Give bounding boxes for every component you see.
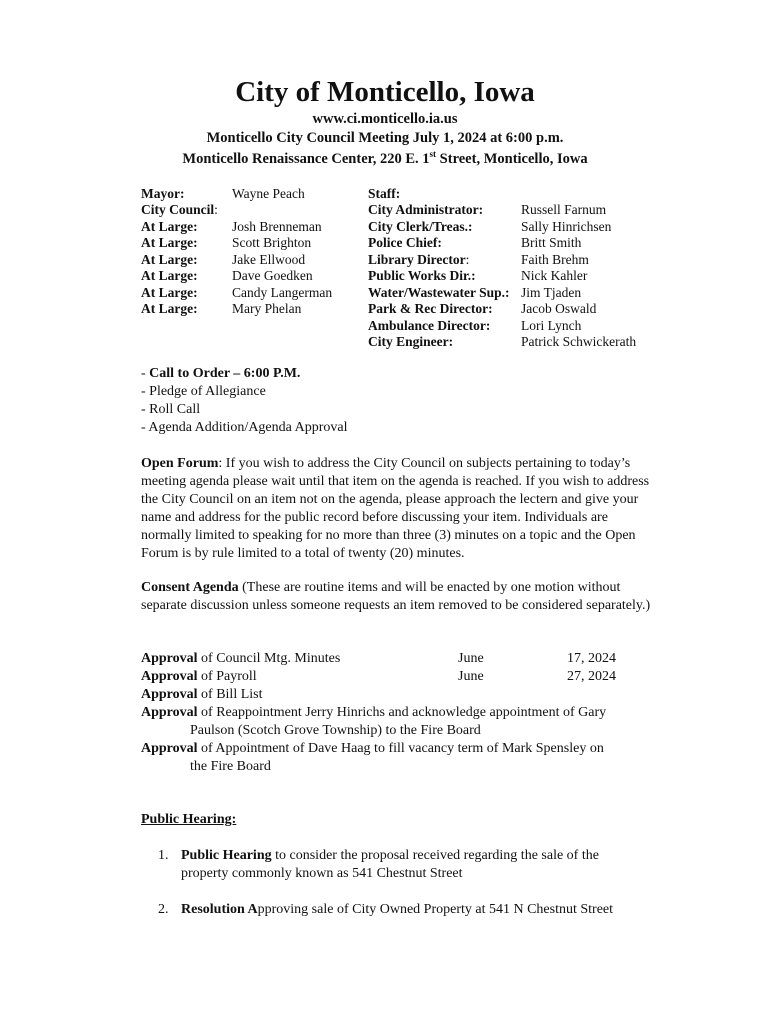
- council-name: Candy Langerman: [232, 285, 333, 300]
- council-name: Mary Phelan: [232, 301, 302, 316]
- staff-role: City Administrator:: [368, 202, 484, 217]
- staff-name: Patrick Schwickerath: [521, 334, 637, 349]
- staff-role: City Engineer:: [368, 334, 454, 349]
- staff-role: Water/Wastewater Sup.:: [368, 285, 510, 300]
- staff-heading: Staff:: [368, 186, 401, 201]
- staff-name: Jim Tjaden: [521, 285, 582, 300]
- council-role: City Council:: [141, 202, 218, 217]
- council-name: Wayne Peach: [232, 186, 305, 201]
- staff-role: Library Director:: [368, 252, 470, 267]
- staff-name: Faith Brehm: [521, 252, 589, 267]
- council-role: At Large:: [141, 285, 198, 300]
- consent-agenda-paragraph: Consent Agenda (These are routine items and will be enacted by one motion without separate discussion unless someone requests an item removed to be considered separately.): [141, 580, 651, 613]
- public-hearing-item-continuation: property commonly known as 541 Chestnut Street: [181, 866, 463, 881]
- approval-date: 17, 2024: [567, 651, 616, 666]
- staff-role: Park & Rec Director:: [368, 301, 493, 316]
- staff-name: Sally Hinrichsen: [521, 219, 612, 234]
- staff-role: Ambulance Director:: [368, 318, 491, 333]
- council-role: At Large:: [141, 301, 198, 316]
- staff-name: Britt Smith: [521, 235, 582, 250]
- approval-month: June: [458, 669, 484, 684]
- public-hearing-heading: Public Hearing:: [141, 812, 237, 827]
- website: www.ci.monticello.ia.us: [312, 111, 458, 127]
- council-name: Dave Goedken: [232, 268, 313, 283]
- public-hearing-item: Resolution Approving sale of City Owned Property at 541 N Chestnut Street: [181, 902, 614, 917]
- meeting-info: Monticello City Council Meeting July 1, 2024 at 6:00 p.m.: [206, 130, 564, 146]
- council-name: Jake Ellwood: [232, 252, 306, 267]
- approval-item-continuation: the Fire Board: [190, 759, 271, 774]
- staff-role: Police Chief:: [368, 235, 442, 250]
- staff-name: Jacob Oswald: [521, 301, 597, 316]
- open-forum-paragraph: Open Forum: If you wish to address the City Council on subjects pertaining to today’s meeting agenda please wait until that item on the agenda is reached. If you wish to address the City Council on an item not on the agenda, please approach the lectern and give your name and address for the public record before discussing your item. Individuals are normally limited to speaking for no more than three (3) minutes on a topic and the Open Forum is by rule limited to a total of twenty (20) minutes.: [141, 456, 650, 561]
- agenda-item-roll-call: - Roll Call: [141, 402, 201, 417]
- council-name: Scott Brighton: [232, 235, 312, 250]
- council-name: Josh Brenneman: [232, 219, 322, 234]
- agenda-item-approval: - Agenda Addition/Agenda Approval: [141, 420, 348, 435]
- approval-date: 27, 2024: [567, 669, 616, 684]
- council-role: At Large:: [141, 235, 198, 250]
- approval-item-continuation: Paulson (Scotch Grove Township) to the Fire Board: [190, 723, 481, 738]
- meeting-location: Monticello Renaissance Center, 220 E. 1st Street, Monticello, Iowa: [182, 149, 588, 167]
- staff-name: Nick Kahler: [521, 268, 588, 283]
- public-hearing-item-number: 1.: [158, 848, 169, 863]
- staff-name: Lori Lynch: [521, 318, 582, 333]
- approval-item: Approval of Appointment of Dave Haag to fill vacancy term of Mark Spensley on: [141, 741, 604, 756]
- approval-item: Approval of Reappointment Jerry Hinrichs and acknowledge appointment of Gary: [141, 705, 607, 720]
- approval-item: Approval of Council Mtg. Minutes: [141, 651, 341, 666]
- staff-role: Public Works Dir.:: [368, 268, 476, 283]
- staff-role: City Clerk/Treas.:: [368, 219, 473, 234]
- approval-item: Approval of Bill List: [141, 687, 263, 702]
- council-role: At Large:: [141, 219, 198, 234]
- council-role: At Large:: [141, 252, 198, 267]
- city-title: City of Monticello, Iowa: [235, 76, 535, 108]
- council-role: At Large:: [141, 268, 198, 283]
- approval-month: June: [458, 651, 484, 666]
- agenda-item-pledge: - Pledge of Allegiance: [141, 384, 266, 399]
- public-hearing-item-number: 2.: [158, 902, 169, 917]
- approval-item: Approval of Payroll: [141, 669, 257, 684]
- agenda-item-call-to-order: - Call to Order – 6:00 P.M.: [141, 366, 301, 381]
- public-hearing-item: Public Hearing to consider the proposal received regarding the sale of the: [181, 848, 599, 863]
- council-role: Mayor:: [141, 186, 185, 201]
- staff-name: Russell Farnum: [521, 202, 607, 217]
